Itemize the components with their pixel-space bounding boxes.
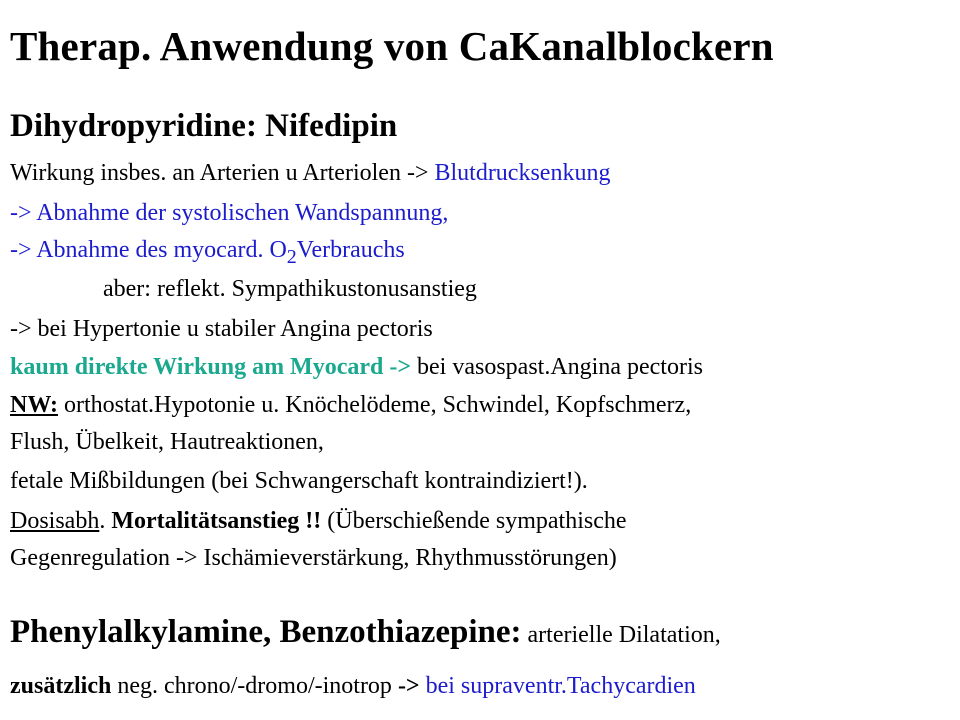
text-line-wandspannung: -> Abnahme der systolischen Wandspannung, (10, 200, 449, 226)
text-line-o2-verbrauch (10, 236, 405, 271)
text-kaum-direkte-wirkung: kaum direkte Wirkung am Myocard -> (10, 354, 418, 380)
text-line-wirkung (10, 159, 610, 187)
nw-label: NW: (10, 392, 58, 418)
text-line-zusaetzlich (10, 672, 696, 700)
text-arterielle-dilatation: arterielle Dilatation, (521, 622, 721, 648)
slide (10, 0, 955, 720)
text-mortalitaetsanstieg: Mortalitätsanstieg !! (111, 508, 322, 534)
slide-title: Therap. Anwendung von CaKanalblockern (10, 23, 774, 69)
text-blutdrucksenkung: Blutdrucksenkung (434, 160, 611, 186)
text-zusaetzlich: zusätzlich (10, 673, 112, 699)
text-supraventr-tachycardien: bei supraventr.Tachycardien (419, 673, 696, 699)
text-o2-pre: -> Abnahme des myocard. O (10, 237, 287, 263)
dosisabh-dot: . (99, 508, 112, 534)
text-line-gegenregulation: Gegenregulation -> Ischämieverstärkung, Rhythmusstörungen) (10, 545, 617, 571)
text-vasospast-angina: bei vasospast.Angina pectoris (417, 354, 703, 380)
text-chrono-dromo-inotrop: neg. chrono/-dromo/-inotrop (111, 673, 398, 699)
dosisabh-label: Dosisabh (10, 508, 100, 534)
text-o2-post: Verbrauchs (296, 237, 405, 263)
section-heading-phenylalkylamine (10, 614, 721, 651)
text-line-missbildungen: fetale Mißbildungen (bei Schwangerschaft kontraindiziert!). (10, 468, 588, 494)
text-wirkung: Wirkung insbes. an Arterien u Arteriolen -> (10, 160, 435, 186)
text-arrow: -> (397, 673, 420, 699)
text-line-sympathikus: aber: reflekt. Sympathikustonusanstieg (103, 276, 477, 302)
text-line-myocard (10, 353, 703, 381)
text-o2-subscript: 2 (286, 246, 297, 268)
text-line-nebenwirkungen (10, 391, 691, 419)
text-line-flush: Flush, Übelkeit, Hautreaktionen, (10, 429, 324, 455)
nw-text: orthostat.Hypotonie u. Knöchelödeme, Schwindel, Kopfschmerz, (58, 392, 692, 418)
text-ueberschiessende: (Überschießende sympathische (321, 508, 627, 534)
text-line-dosisabh (10, 507, 627, 535)
text-line-hypertonie: -> bei Hypertonie u stabiler Angina pectoris (10, 316, 433, 342)
text-phenylalkylamine: Phenylalkylamine, Benzothiazepine: (10, 614, 522, 650)
section-heading-dihydropyridine: Dihydropyridine: Nifedipin (10, 108, 398, 144)
